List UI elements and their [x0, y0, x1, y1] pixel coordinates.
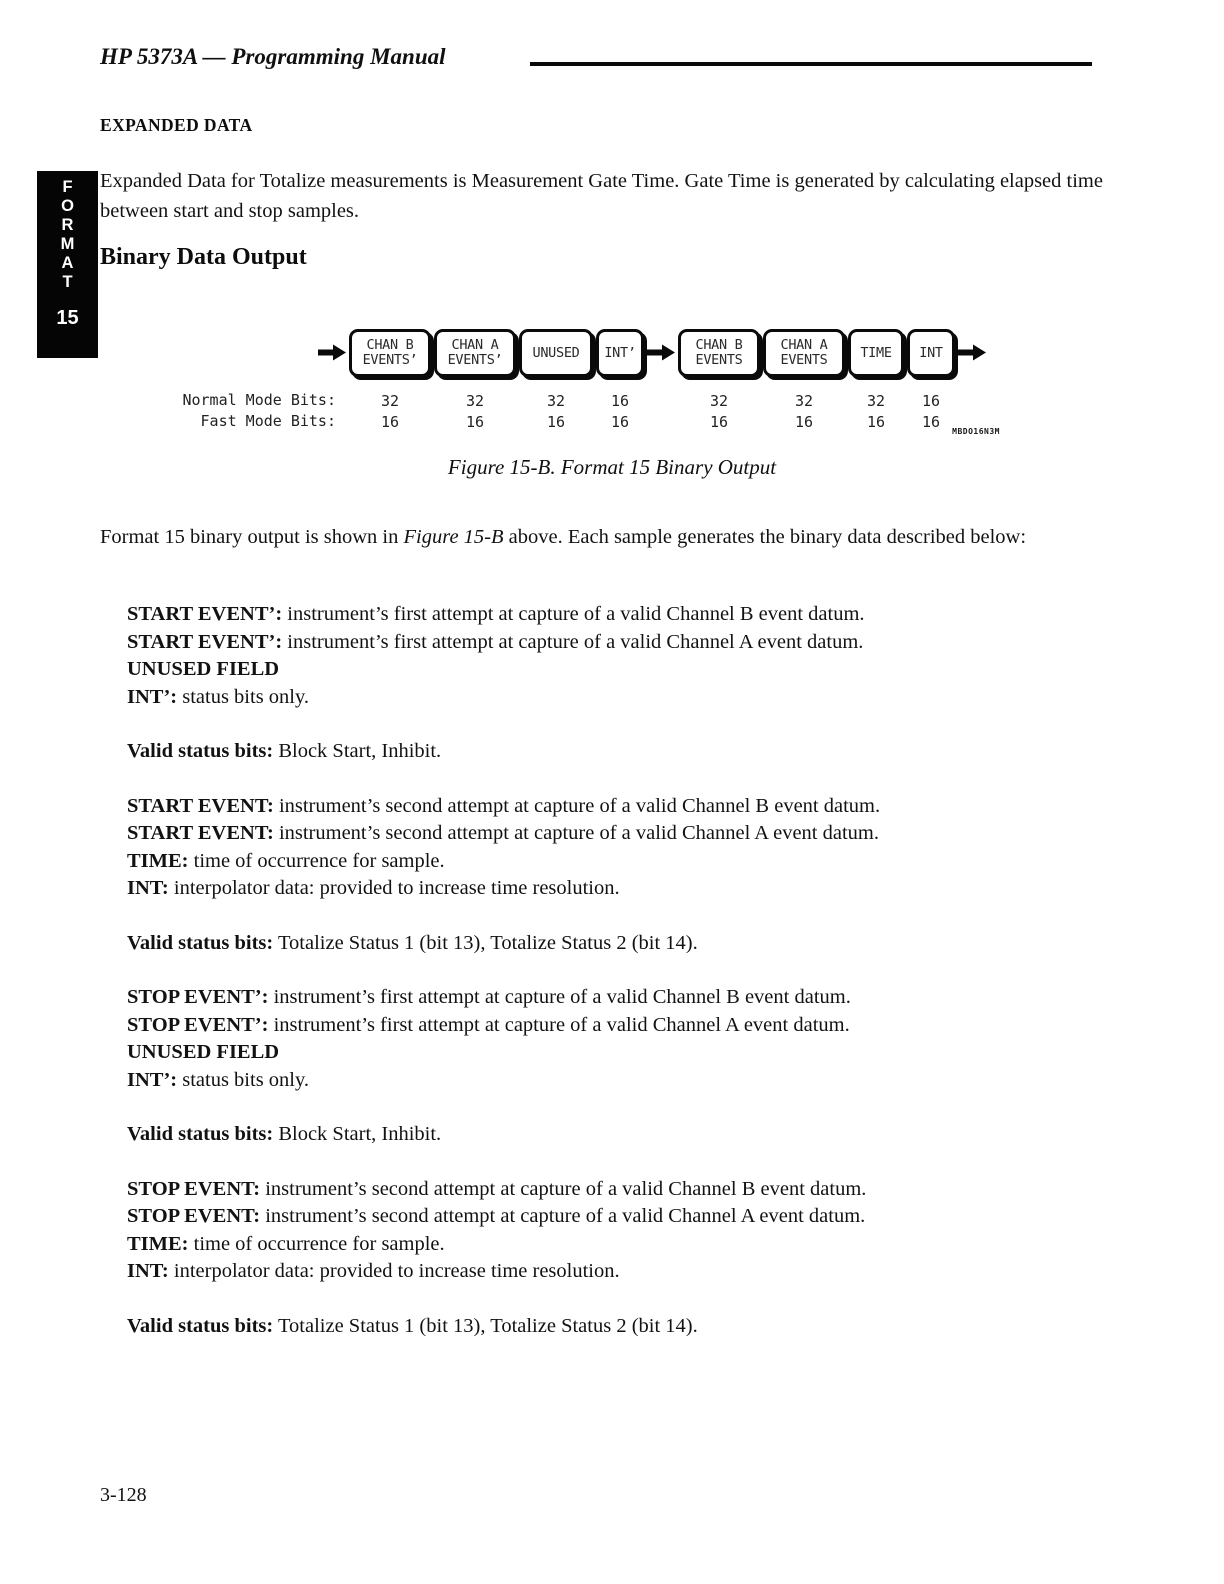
term-description: instrument’s second attempt at capture of a valid Channel A event datum.: [273, 822, 879, 844]
term-label: TIME:: [127, 849, 189, 872]
tab-letter: M: [60, 235, 75, 253]
definition-line: [127, 684, 1122, 712]
box-label-line2: EVENTS: [780, 352, 828, 368]
box-label-line2: EVENTS: [695, 352, 743, 368]
normal-bits-value: 16: [610, 392, 630, 410]
normal-mode-bits-label: Normal Mode Bits:: [182, 391, 336, 409]
flow-arrow-icon: [318, 344, 346, 365]
fast-mode-bits-label: Fast Mode Bits:: [200, 412, 336, 430]
box-label-line1: TIME: [860, 344, 892, 361]
definition-line: [127, 1012, 1122, 1040]
field-column-int-prime: [596, 329, 644, 433]
field-box: [678, 329, 760, 377]
term-description: instrument’s first attempt at capture of a valid Channel A event datum.: [268, 1013, 850, 1036]
flow-arrow-icon: [958, 344, 986, 365]
tab-number: 15: [56, 307, 79, 329]
term-description: Block Start, Inhibit.: [273, 740, 442, 762]
tab-letter: F: [62, 178, 73, 196]
field-column-unused: [519, 329, 593, 433]
box-label-line2: EVENTS’: [447, 352, 503, 368]
term-label: STOP EVENT:: [127, 1205, 261, 1227]
fast-bits-value: 16: [709, 413, 729, 431]
term-description: instrument’s second attempt at capture of a valid Channel B event datum.: [273, 794, 881, 817]
definition-line: [127, 1203, 1122, 1231]
header-rule: [530, 62, 1092, 66]
binary-output-figure: [182, 329, 1000, 436]
term-label: Valid status bits:: [127, 1123, 274, 1145]
definition-line: [127, 1067, 1122, 1095]
fast-bits-value: 16: [921, 413, 941, 431]
definition-line: [127, 1258, 1122, 1286]
term-description: instrument’s first attempt at capture of a valid Channel B event datum.: [268, 986, 851, 1008]
definition-line: [127, 1313, 1122, 1341]
definition-block: [127, 984, 1122, 1094]
field-box: [763, 329, 845, 377]
term-description: status bits only.: [177, 685, 310, 708]
fast-bits-value: 16: [866, 413, 886, 431]
fast-bits-value: 16: [546, 413, 566, 431]
figure-watermark: MBDO16N3M: [952, 427, 1000, 436]
definition-line: [127, 1039, 1122, 1067]
header-title: HP 5373A — Programming Manual: [100, 44, 446, 69]
term-label: UNUSED FIELD: [127, 1041, 280, 1063]
fast-bits-value: 16: [794, 413, 814, 431]
fast-bits-value: 16: [610, 413, 630, 431]
definition-line: [127, 601, 1122, 629]
term-label: UNUSED FIELD: [127, 658, 280, 680]
figure-caption: Figure 15-B. Format 15 Binary Output: [447, 455, 777, 479]
figure-reference: Figure 15-B: [403, 526, 504, 548]
definition-line: [127, 820, 1122, 848]
definition-line: [127, 984, 1122, 1012]
term-label: Valid status bits:: [127, 740, 274, 762]
field-box: [434, 329, 516, 377]
box-label-line1: CHAN B: [366, 337, 414, 353]
term-label: INT:: [127, 1260, 169, 1282]
term-label: Valid status bits:: [127, 1314, 274, 1337]
definition-block: [127, 738, 1122, 766]
definition-line: [127, 1121, 1122, 1149]
definition-line: [127, 738, 1122, 766]
term-label: TIME:: [127, 1232, 189, 1255]
field-box: [848, 329, 904, 377]
box-label-line1: UNUSED: [532, 344, 580, 361]
fast-bits-value: 16: [465, 413, 485, 431]
definition-line: [127, 629, 1122, 657]
subsection-heading: Binary Data Output: [100, 244, 307, 270]
term-label: START EVENT:: [127, 794, 274, 817]
field-column-chan-a-events-prime: [434, 329, 516, 433]
definition-block: [127, 793, 1122, 903]
term-description: instrument’s first attempt at capture of a valid Channel A event datum.: [282, 630, 864, 653]
term-label: STOP EVENT’:: [127, 1013, 269, 1036]
definition-line: [127, 875, 1122, 903]
term-label: Valid status bits:: [127, 931, 274, 954]
field-box: [907, 329, 955, 377]
field-box: [349, 329, 431, 377]
term-description: time of occurrence for sample.: [188, 1232, 445, 1255]
box-label-line1: INT: [919, 344, 943, 361]
definition-line: [127, 793, 1122, 821]
format-tab: [37, 171, 98, 358]
definition-line: [127, 656, 1122, 684]
normal-bits-value: 32: [465, 392, 485, 410]
definition-line: [127, 930, 1122, 958]
term-description: Totalize Status 1 (bit 13), Totalize Status 2 (bit 14).: [273, 931, 698, 954]
box-label-line1: CHAN A: [780, 337, 828, 353]
definition-block: [127, 601, 1122, 711]
term-description: time of occurrence for sample.: [188, 849, 445, 872]
term-label: INT’:: [127, 685, 178, 708]
definition-block: [127, 930, 1122, 958]
normal-bits-value: 32: [794, 392, 814, 410]
term-description: instrument’s second attempt at capture of a valid Channel A event datum.: [260, 1205, 866, 1227]
definition-block: [127, 1121, 1122, 1149]
normal-bits-value: 32: [709, 392, 729, 410]
body-intro: [100, 522, 1116, 552]
field-column-chan-a-events: [763, 329, 845, 433]
term-description: instrument’s second attempt at capture of a valid Channel B event datum.: [260, 1177, 867, 1200]
term-label: INT:: [127, 877, 169, 899]
normal-bits-value: 32: [380, 392, 400, 410]
definition-line: [127, 1231, 1122, 1259]
box-label-line1: CHAN A: [451, 337, 499, 353]
tab-letter: O: [61, 197, 74, 215]
term-description: Totalize Status 1 (bit 13), Totalize Status 2 (bit 14).: [273, 1314, 698, 1337]
box-label-line2: EVENTS’: [362, 352, 418, 368]
term-description: interpolator data: provided to increase time resolution.: [168, 877, 620, 899]
normal-bits-value: 32: [546, 392, 566, 410]
term-description: Block Start, Inhibit.: [273, 1123, 442, 1145]
tab-letter: R: [61, 216, 74, 234]
definition-block: [127, 1313, 1122, 1341]
term-description: instrument’s first attempt at capture of a valid Channel B event datum.: [282, 603, 865, 625]
fast-bits-value: 16: [380, 413, 400, 431]
definition-line: [127, 848, 1122, 876]
tab-letter: T: [62, 273, 73, 291]
page-number: 3-128: [100, 1484, 147, 1506]
term-label: INT’:: [127, 1068, 178, 1091]
term-description: interpolator data: provided to increase time resolution.: [168, 1260, 620, 1282]
body-intro-pre: Format 15 binary output is shown in: [100, 526, 404, 548]
box-label-line1: INT’: [604, 344, 636, 361]
term-label: START EVENT’:: [127, 630, 283, 653]
term-label: STOP EVENT’:: [127, 986, 269, 1008]
flow-arrow-icon: [647, 344, 675, 365]
field-column-chan-b-events: [678, 329, 760, 433]
term-description: status bits only.: [177, 1068, 310, 1091]
section-heading: EXPANDED DATA: [100, 115, 253, 135]
term-label: START EVENT:: [127, 822, 274, 844]
definition-block: [127, 1176, 1122, 1286]
term-label: STOP EVENT:: [127, 1177, 261, 1200]
body-intro-post: above. Each sample generates the binary data described below:: [503, 526, 1027, 548]
normal-bits-value: 16: [921, 392, 941, 410]
field-column-int: [907, 329, 955, 433]
definition-line: [127, 1176, 1122, 1204]
field-box: [596, 329, 644, 377]
field-column-chan-b-events-prime: [349, 329, 431, 433]
term-label: START EVENT’:: [127, 603, 283, 625]
intro-paragraph: Expanded Data for Totalize measurements is Measurement Gate Time. Gate Time is generated by calculating elapsed time between start and stop samples.: [100, 170, 1103, 222]
box-label-line1: CHAN B: [695, 337, 743, 353]
definitions-list: [127, 601, 1122, 1367]
field-column-time: [848, 329, 904, 433]
tab-letter: A: [61, 254, 74, 272]
figure-row-labels: [166, 390, 336, 432]
normal-bits-value: 32: [866, 392, 886, 410]
field-box: [519, 329, 593, 377]
